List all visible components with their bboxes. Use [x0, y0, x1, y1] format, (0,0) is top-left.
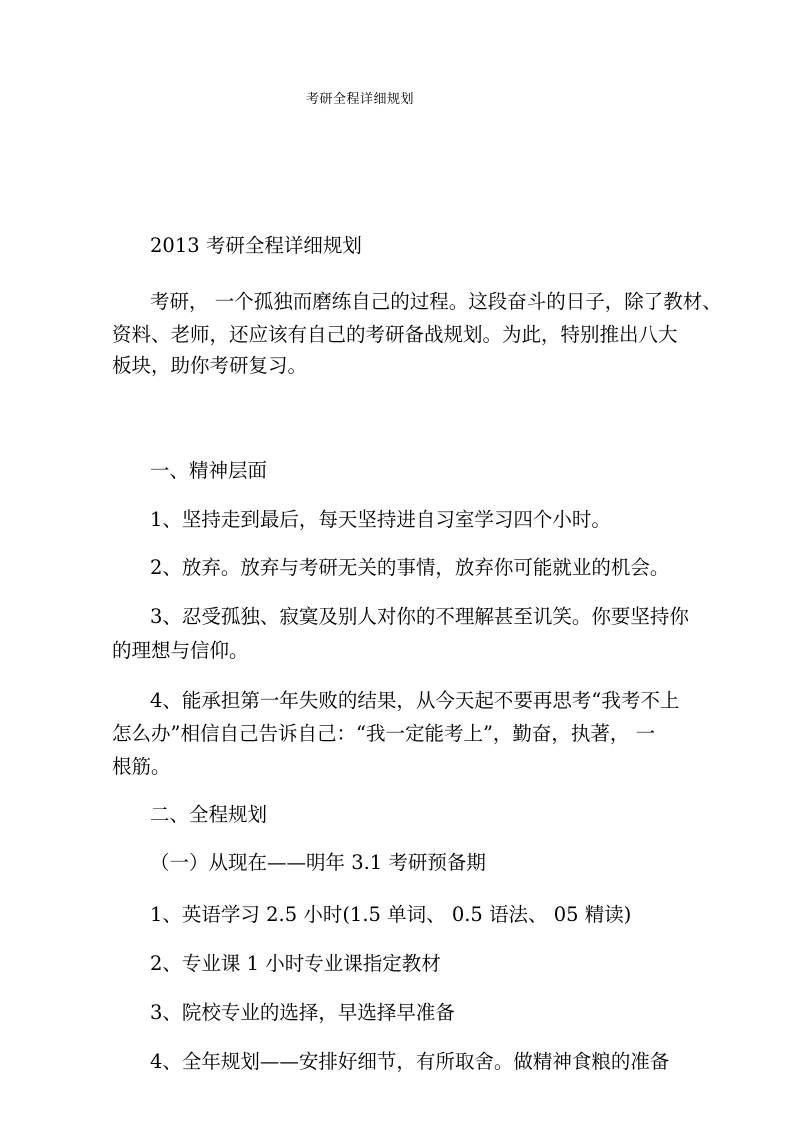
section-2-subheading: （一）从现在——明年 3.1 考研预备期	[150, 851, 486, 874]
document-title: 2013 考研全程详细规划	[150, 234, 362, 257]
section-1-item-3-line-2: 的理想与信仰。	[112, 639, 249, 662]
intro-line-3: 板块，助你考研复习。	[112, 354, 308, 377]
section-1-heading: 一、精神层面	[150, 459, 268, 482]
section-2-item-4: 4、全年规划——安排好细节，有所取舍。做精神食粮的准备	[150, 1050, 670, 1073]
section-2-item-1: 1、英语学习 2.5 小时(1.5 单词、 0.5 语法、 05 精读)	[150, 903, 632, 926]
section-1-item-3-line-1: 3、忍受孤独、寂寞及别人对你的不理解甚至讥笑。你要坚持你	[150, 605, 689, 628]
section-1-item-2: 2、放弃。放弃与考研无关的事情，放弃你可能就业的机会。	[150, 556, 670, 579]
section-2-heading: 二、全程规划	[150, 803, 268, 826]
section-2-item-3: 3、院校专业的选择，早选择早准备	[150, 1001, 455, 1024]
section-2-item-2: 2、专业课 1 小时专业课指定教材	[150, 952, 441, 975]
section-1-item-4-line-3: 根筋。	[112, 755, 171, 778]
section-1-item-4-line-2: 怎么办”相信自己告诉自己：“我一定能考上”，勤奋，执著， 一	[112, 722, 656, 745]
section-1-item-4-line-1: 4、能承担第一年失败的结果，从今天起不要再思考“我考不上	[150, 689, 680, 712]
intro-line-1: 考研， 一个孤独而磨练自己的过程。这段奋斗的日子，除了教材、	[150, 290, 722, 313]
intro-line-2: 资料、老师，还应该有自己的考研备战规划。为此，特别推出八大	[112, 323, 678, 346]
running-header: 考研全程详细规划	[305, 92, 414, 107]
section-1-item-1: 1、坚持走到最后，每天坚持进自习室学习四个小时。	[150, 508, 611, 531]
